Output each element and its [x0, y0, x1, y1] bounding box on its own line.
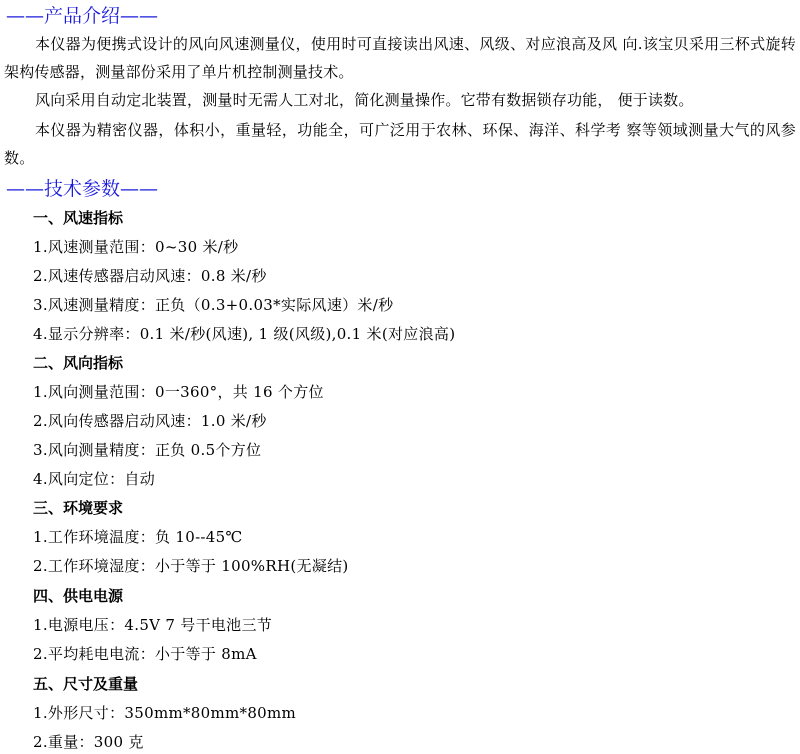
- spec-item: 2.工作环境湿度：小于等于 100%RH(无凝结): [33, 557, 349, 575]
- spec-group-title-environment: 三、环境要求: [33, 499, 124, 517]
- intro-paragraph-1: 本仪器为便携式设计的风向风速测量仪，使用时可直接读出风速、风级、对应浪高及风 向.该宝贝采用三杯式旋转架构传感器，测量部份采用了单片机控制测量技术。: [4, 35, 796, 81]
- spec-item: 2.重量：300 克: [33, 733, 144, 751]
- intro-paragraph-3: 本仪器为精密仪器，体积小，重量轻，功能全，可广泛用于农林、环保、海洋、科学考 察等领域测量大气的风参数。: [4, 121, 796, 167]
- spec-item: 1.电源电压：4.5V 7 号干电池三节: [33, 616, 273, 634]
- spec-item: 1.风向测量范围：0一360°，共 16 个方位: [33, 383, 324, 401]
- intro-paragraph-2: 风向采用自动定北装置，测量时无需人工对北，简化测量操作。它带有数据锁存功能， 便于读数。: [35, 91, 694, 109]
- spec-item: 2.平均耗电电流：小于等于 8mA: [33, 645, 257, 663]
- specs-heading: ——技术参数——: [6, 178, 159, 200]
- spec-item: 4.风向定位：自动: [33, 470, 156, 488]
- spec-group-title-size-weight: 五、尺寸及重量: [33, 675, 139, 693]
- spec-item: 1.工作环境温度：负 10--45℃: [33, 528, 243, 546]
- spec-group-title-wind-direction: 二、风向指标: [33, 354, 124, 372]
- spec-group-title-wind-speed: 一、风速指标: [33, 209, 124, 227]
- spec-item: 1.风速测量范围：0~30 米/秒: [33, 238, 239, 256]
- spec-item: 2.风速传感器启动风速：0.8 米/秒: [33, 267, 267, 285]
- spec-item: 1.外形尺寸：350mm*80mm*80mm: [33, 704, 297, 722]
- spec-item: 3.风向测量精度：正负 0.5个方位: [33, 441, 262, 459]
- spec-item: 4.显示分辨率：0.1 米/秒(风速), 1 级(风级),0.1 米(对应浪高): [33, 325, 456, 343]
- intro-heading: ——产品介绍——: [6, 5, 159, 27]
- spec-group-title-power: 四、供电电源: [33, 587, 124, 605]
- spec-item: 2.风向传感器启动风速：1.0 米/秒: [33, 412, 267, 430]
- spec-item: 3.风速测量精度：正负（0.3+0.03*实际风速）米/秒: [33, 296, 394, 314]
